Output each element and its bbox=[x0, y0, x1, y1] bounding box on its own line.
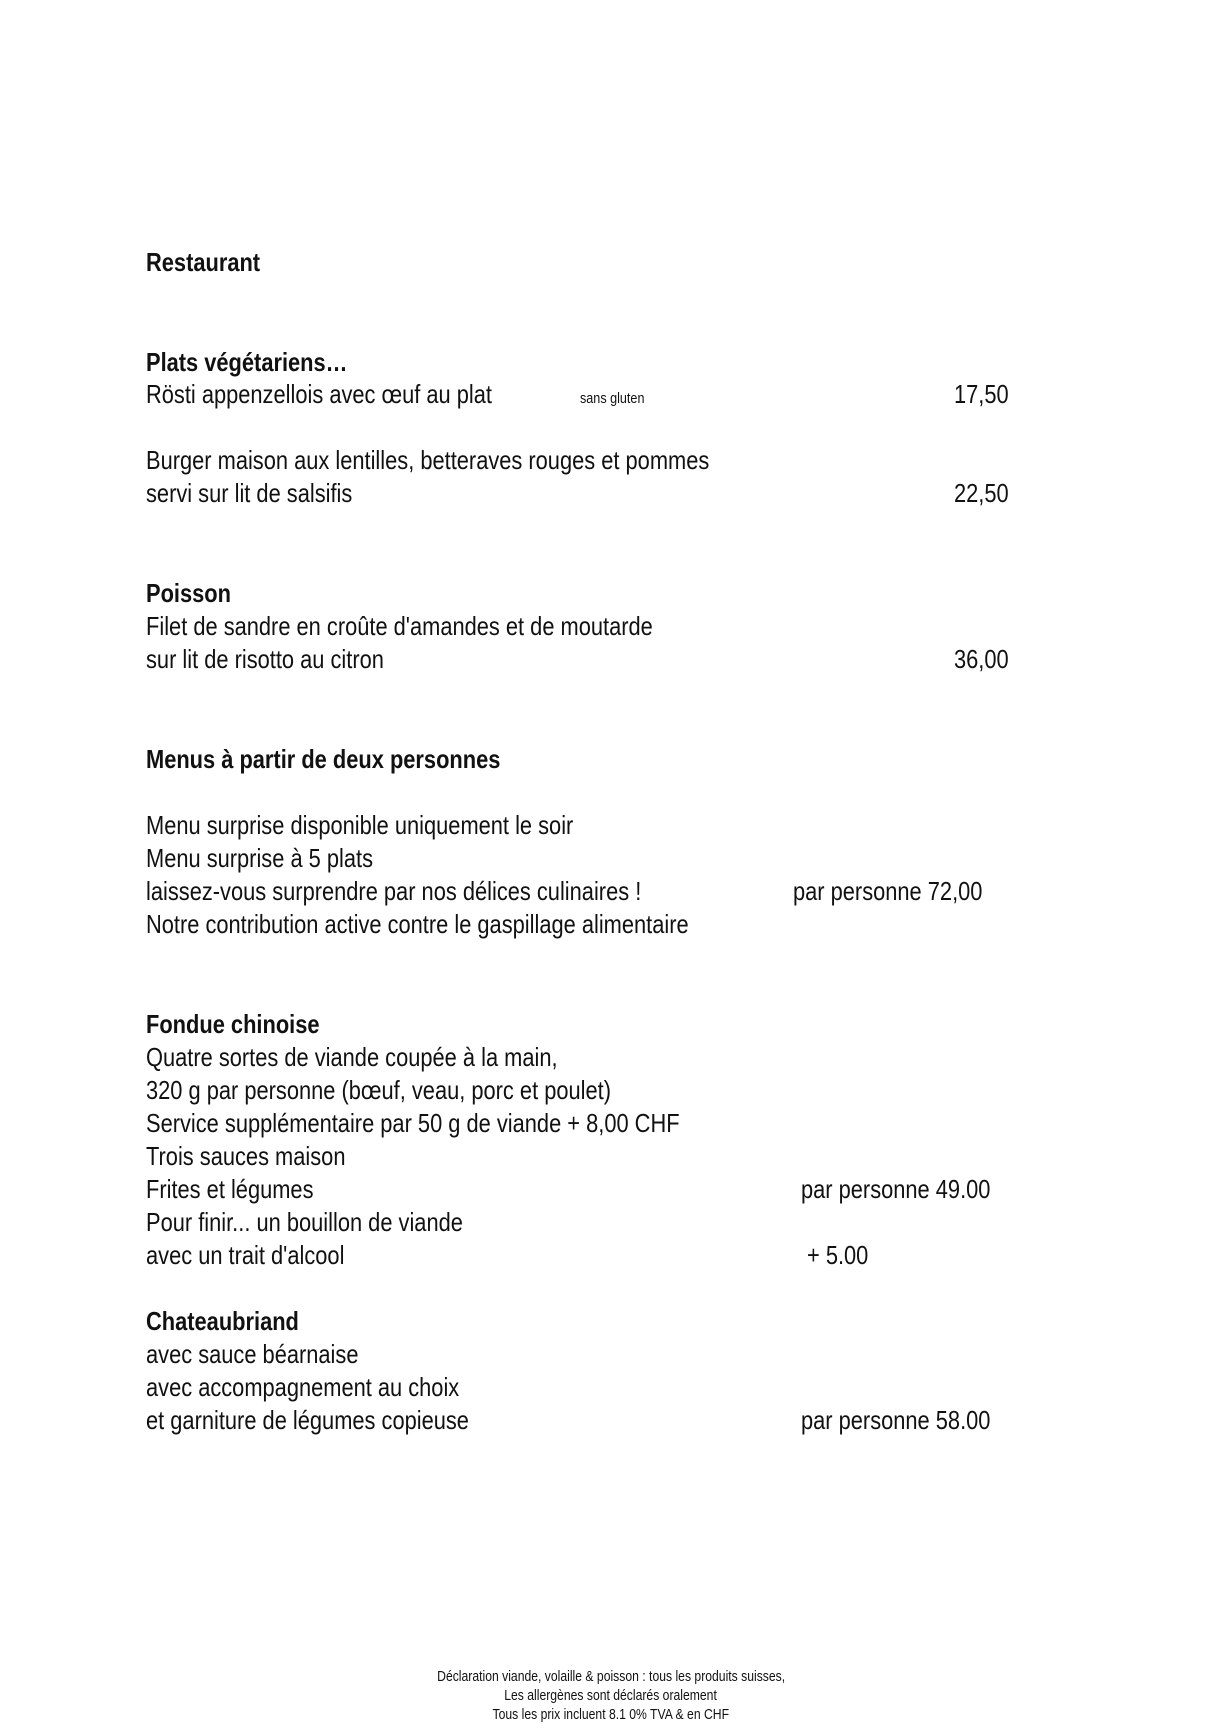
chateau-line-3: et garniture de légumes copieuse bbox=[146, 1405, 469, 1435]
fondue-line-5: Frites et légumes bbox=[146, 1174, 314, 1204]
section-heading-chateaubriand: Chateaubriand bbox=[146, 1306, 299, 1336]
menus-line-1: Menu surprise disponible uniquement le soir bbox=[146, 810, 574, 840]
footer-line-1: Déclaration viande, volaille & poisson : tous les produits suisses, bbox=[437, 1669, 785, 1685]
menus-price: par personne 72,00 bbox=[793, 876, 983, 906]
fondue-line-6: Pour finir... un bouillon de viande bbox=[146, 1207, 463, 1237]
footer-line-3: Tous les prix incluent 8.1 0% TVA & en CHF bbox=[492, 1707, 730, 1723]
item-sandre-line-1: Filet de sandre en croûte d'amandes et de moutarde bbox=[146, 611, 653, 641]
chateau-price: par personne 58.00 bbox=[801, 1405, 991, 1435]
fondue-extra-price: + 5.00 bbox=[807, 1240, 869, 1270]
fondue-price: par personne 49.00 bbox=[801, 1174, 991, 1204]
section-heading-fish: Poisson bbox=[146, 578, 231, 608]
item-rosti-note: sans gluten bbox=[580, 390, 645, 407]
item-rosti: Rösti appenzellois avec œuf au plat bbox=[146, 379, 492, 409]
fondue-line-2: 320 g par personne (bœuf, veau, porc et poulet) bbox=[146, 1075, 611, 1105]
item-rosti-price: 17,50 bbox=[954, 379, 1009, 409]
section-heading-fondue: Fondue chinoise bbox=[146, 1009, 320, 1039]
fondue-line-4: Trois sauces maison bbox=[146, 1141, 346, 1171]
fondue-line-3: Service supplémentaire par 50 g de viande + 8,00 CHF bbox=[146, 1108, 680, 1138]
footer-line-2: Les allergènes sont déclarés oralement bbox=[504, 1688, 718, 1704]
chateau-line-1: avec sauce béarnaise bbox=[146, 1339, 359, 1369]
menus-line-4: Notre contribution active contre le gaspillage alimentaire bbox=[146, 909, 689, 939]
item-burger-price: 22,50 bbox=[954, 478, 1009, 508]
section-heading-menus: Menus à partir de deux personnes bbox=[146, 744, 501, 774]
page-title: Restaurant bbox=[146, 247, 261, 277]
section-heading-vegetarian: Plats végétariens… bbox=[146, 347, 348, 377]
fondue-line-1: Quatre sortes de viande coupée à la main, bbox=[146, 1042, 558, 1072]
item-burger-line-2: servi sur lit de salsifis bbox=[146, 478, 353, 508]
fondue-line-7: avec un trait d'alcool bbox=[146, 1240, 345, 1270]
item-sandre-price: 36,00 bbox=[954, 644, 1009, 674]
item-sandre-line-2: sur lit de risotto au citron bbox=[146, 644, 384, 674]
menus-line-3: laissez-vous surprendre par nos délices culinaires ! bbox=[146, 876, 642, 906]
chateau-line-2: avec accompagnement au choix bbox=[146, 1372, 460, 1402]
menus-line-2: Menu surprise à 5 plats bbox=[146, 843, 374, 873]
item-burger-line-1: Burger maison aux lentilles, betteraves rouges et pommes bbox=[146, 445, 710, 475]
